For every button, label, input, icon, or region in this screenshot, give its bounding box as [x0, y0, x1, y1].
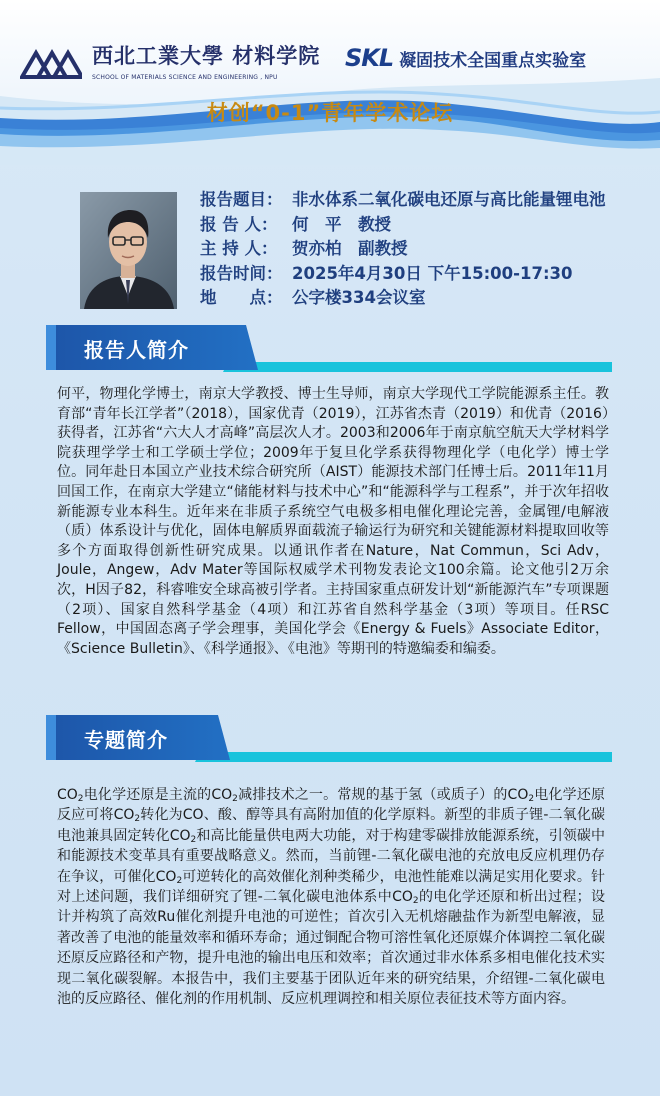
speaker-value: 何 平 教授: [292, 214, 391, 234]
university-name-en: SCHOOL OF MATERIALS SCIENCE AND ENGINEERING , NPU: [92, 74, 278, 81]
speaker-bio-text: 何平，物理化学博士，南京大学教授、博士生导师，南京大学现代工学院能源系主任。教育部“青年长江学者”（2018），国家优青（2019），江苏省杰青（2019）和优青（2016）获得者，江苏省“六大人才高峰”高层次人才。2003和2006年于南京航空航天大学材料学院获理学学士和工学硕士学位；2009年于复旦化学系获得物理化学（电化学）博士学位。同年赴日本国立产业技术综合研究所（AIST）能源技术部门任博士后。2011年11月回国工作，在南京大学建立“储能材料与技术中心”和“能源科学与工程系”，并于次年招收新能源专业本科生。近年来在非质子系统空气电极多相电催化理论完善，金属锂/电解液（质）体系设计与优化，固体电解质界面载流子输运行为研究和关键能源材料提取回收等多个方面取得创新性研究成果。以通讯作者在Nature，Nat Commun，Sci Adv，Joule，Angew，Adv Mater等国际权威学术刊物发表论文100余篇。论文他引2万余次，H因子82，科睿唯安全球高被引学者。主持国家重点研发计划“新能源汽车”专项课题（2项）、国家自然科学基金（4项）和江苏省自然科学基金（3项）等项目。任RSC Fellow，中国固态离子学会理事，美国化学会《Energy & Fuels》Associate Editor，《Science Bulletin》、《科学通报》、《电池》等期刊的特邀编委和编委。: [57, 386, 609, 657]
header-banner: [0, 0, 660, 165]
skl-logo-text: SKL: [345, 44, 394, 72]
subscript-2: 2: [190, 834, 197, 845]
topic-value: 非水体系二氧化碳电还原与高比能量锂电池: [292, 190, 606, 209]
abstract-seg: CO: [57, 787, 78, 803]
subscript-2: 2: [77, 794, 84, 804]
forum-title: 材创“0-1”青年学术论坛: [206, 101, 454, 125]
place-label: 地 点：: [200, 288, 283, 307]
time-label: 报告时间：: [200, 263, 283, 283]
speaker-label: 报 告 人：: [200, 214, 278, 234]
abstract-section-title: 专题简介: [84, 728, 168, 752]
npu-logo: [20, 40, 320, 81]
speaker-portrait-image: [80, 192, 177, 309]
abstract-seg: 转化为CO、酸、醇等具有高附加值的化学原料。新型的非质子锂-二氧化碳电池兼具固定转化CO: [57, 807, 605, 844]
skl-logo: [345, 44, 586, 72]
subscript-2: 2: [232, 794, 238, 804]
place-row: [200, 286, 606, 311]
subscript-2: 2: [528, 794, 535, 804]
university-name-cn: 西北工業大學 材料学院: [92, 43, 321, 68]
host-value: 贺亦柏 副教授: [292, 239, 408, 258]
abstract-seg: 减排技术之一。常规的基于氢（或质子）的CO: [237, 787, 529, 803]
speaker-photo: [80, 192, 177, 309]
topic-label: 报告题目：: [200, 190, 283, 209]
host-row: [200, 237, 606, 262]
abstract-seg: 和高比能量供电两大功能，对于构建零碳排放能源系统，引领碳中和能源技术变革具有重要战略意义。然而，当前锂-二氧化碳电池的充放电反应机理仍存在争议，可催化CO: [57, 827, 605, 885]
time-value: 2025年4月30日 下午15:00-17:30: [292, 263, 573, 283]
abstract-seg: 可逆转化的高效催化剂种类稀少，电池性能难以满足实用化要求。针对上述问题，我们详细研究了锂-二氧化碳电池体系中CO: [57, 868, 605, 906]
abstract-seg: 电化学还原反应可将CO: [57, 787, 606, 824]
time-row: [200, 262, 606, 287]
talk-info: [200, 188, 606, 311]
lab-name: 凝固技术全国重点实验室: [399, 50, 587, 71]
host-label: 主 持 人：: [200, 239, 278, 258]
abstract-seg: 电化学还原是主流的CO: [83, 787, 233, 803]
npu-emblem-icon: [20, 43, 82, 79]
subscript-2: 2: [412, 896, 419, 907]
place-value: 公字楼334会议室: [292, 288, 426, 307]
bio-section-header: [0, 322, 660, 372]
bio-section-title: 报告人简介: [84, 338, 189, 362]
header-wave-background: [0, 0, 660, 165]
subscript-2: 2: [134, 814, 141, 825]
subscript-2: 2: [176, 875, 183, 886]
abstract-text: [57, 785, 605, 1009]
abstract-seg: 的电化学还原和析出过程；设计并构筑了高效Ru催化剂提升电池的可逆性；首次引入无机熔融盐作为新型电解液，显著改善了电池的能量效率和循环寿命；通过铜配合物可溶性氧化还原媒介体调控二氧化碳还原反应路径和产物，提升电池的输出电压和效率；首次通过非水体系多相电催化技术实现二氧化碳裂解。本报告中，我们主要基于团队近年来的研究结果，介绍锂-二氧化碳电池的反应路径、催化剂的作用机制、反应机理调控和相关原位表征技术等方面内容。: [57, 889, 605, 1008]
topic-row: [200, 188, 606, 213]
abstract-section-header: [0, 712, 660, 762]
speaker-row: [200, 213, 606, 238]
